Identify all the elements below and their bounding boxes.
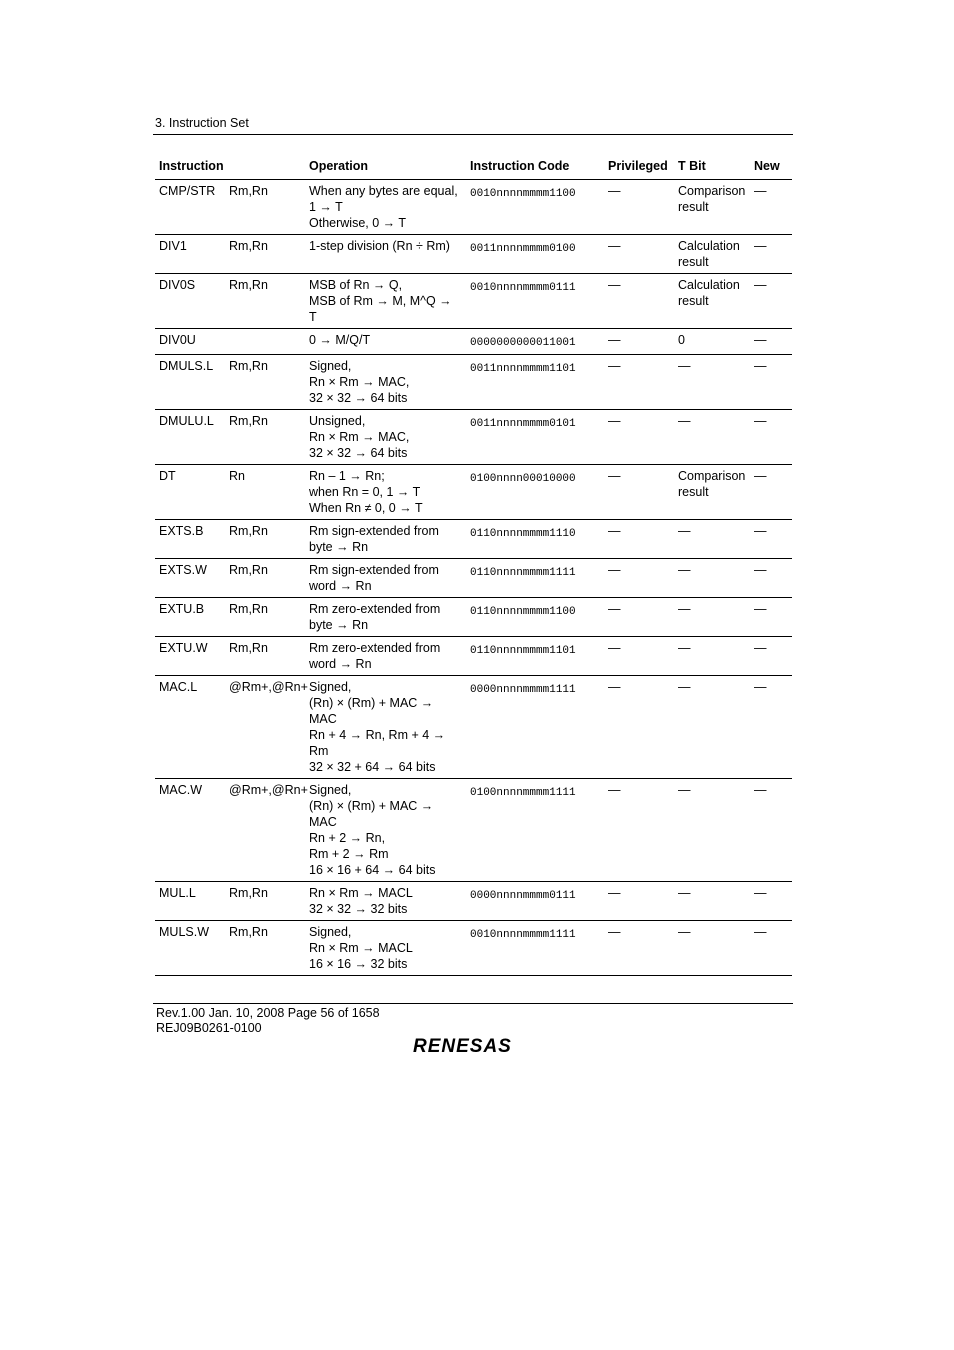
operation-line: when Rn = 0, 1 → T (309, 485, 421, 499)
renesas-logo (413, 1035, 533, 1055)
t-bit-cell (674, 410, 750, 465)
operation-line: word → Rn (309, 657, 372, 671)
col-header-new: New (754, 159, 780, 173)
operation-line: MAC (309, 712, 337, 726)
operation-line: Rm sign-extended from (309, 563, 439, 577)
footer-rule (153, 1003, 793, 1004)
t-bit-cell (674, 882, 750, 921)
table-row (155, 180, 792, 235)
instruction-operands: Rm,Rn (229, 239, 268, 253)
operation-line: Rm (309, 744, 329, 758)
instruction-mnemonic: DMULU.L (159, 414, 214, 428)
instruction-code: 0100nnnnmmmm1111 (470, 787, 576, 799)
operation-line: Rm zero-extended from (309, 602, 441, 616)
privileged-value: — (608, 333, 621, 347)
col-header-privileged: Privileged (608, 159, 668, 173)
operation-cell (305, 410, 466, 465)
privileged-value: — (608, 925, 621, 939)
privileged-value: — (608, 184, 621, 198)
col-header-instruction-code: Instruction Code (470, 159, 570, 173)
instruction-code: 0110nnnnmmmm1101 (470, 645, 576, 657)
instruction-mnemonic: MULS.W (159, 925, 209, 939)
instruction-code: 0110nnnnmmmm1100 (470, 606, 576, 618)
t-bit-cell (674, 355, 750, 410)
instruction-code: 0000nnnnmmmm1111 (470, 684, 576, 696)
instruction-mnemonic: EXTU.W (159, 641, 208, 655)
instruction-operands: Rm,Rn (229, 414, 268, 428)
operation-cell (305, 779, 466, 882)
operation-line: 0 → M/Q/T (309, 333, 371, 347)
new-value: — (754, 414, 767, 428)
instruction-operands: Rm,Rn (229, 641, 268, 655)
operation-line: byte → Rn (309, 618, 369, 632)
t-bit-line: — (678, 886, 691, 900)
operation-cell (305, 559, 466, 598)
operation-cell (305, 180, 466, 235)
t-bit-cell (674, 779, 750, 882)
table-row (155, 465, 792, 520)
operation-line: Signed, (309, 783, 352, 797)
t-bit-cell (674, 676, 750, 779)
col-header-instruction: Instruction (159, 159, 224, 173)
instruction-mnemonic: MUL.L (159, 886, 196, 900)
t-bit-line: — (678, 925, 691, 939)
col-header-operation: Operation (309, 159, 369, 173)
privileged-value: — (608, 359, 621, 373)
privileged-value: — (608, 641, 621, 655)
instruction-operands: Rm,Rn (229, 184, 268, 198)
instruction-code: 0010nnnnmmmm1100 (470, 188, 576, 200)
privileged-value: — (608, 469, 621, 483)
t-bit-cell (674, 180, 750, 235)
operation-line: Rn × Rm → MACL (309, 941, 413, 955)
table-row (155, 559, 792, 598)
new-value: — (754, 886, 767, 900)
new-value: — (754, 563, 767, 577)
privileged-value: — (608, 783, 621, 797)
operation-line: Rn × Rm → MAC, (309, 375, 410, 389)
new-value: — (754, 602, 767, 616)
operation-line: 16 × 16 → 32 bits (309, 957, 408, 971)
header-rule (153, 134, 793, 135)
privileged-value: — (608, 602, 621, 616)
table-row (155, 921, 792, 976)
table-row (155, 637, 792, 676)
new-value: — (754, 359, 767, 373)
table-row (155, 410, 792, 465)
operation-cell (305, 598, 466, 637)
operation-line: 32 × 32 + 64 → 64 bits (309, 760, 436, 774)
operation-line: word → Rn (309, 579, 372, 593)
t-bit-line: — (678, 602, 691, 616)
new-value: — (754, 925, 767, 939)
t-bit-line: — (678, 563, 691, 577)
operation-cell (305, 520, 466, 559)
privileged-value: — (608, 524, 621, 538)
instruction-mnemonic: CMP/STR (159, 184, 216, 198)
t-bit-line: — (678, 641, 691, 655)
operation-line: Signed, (309, 680, 352, 694)
operation-line: Signed, (309, 359, 352, 373)
table-row (155, 235, 792, 274)
privileged-value: — (608, 278, 621, 292)
table-row (155, 520, 792, 559)
operation-line: (Rn) × (Rm) + MAC → (309, 696, 434, 710)
t-bit-line: 0 (678, 333, 685, 347)
instruction-operands: Rm,Rn (229, 359, 268, 373)
instruction-operands: @Rm+,@Rn+ (229, 783, 308, 797)
t-bit-line: Comparison (678, 184, 746, 198)
operation-line: Rn × Rm → MAC, (309, 430, 410, 444)
operation-line: Unsigned, (309, 414, 366, 428)
t-bit-line: Calculation (678, 278, 740, 292)
t-bit-cell (674, 465, 750, 520)
t-bit-line: Comparison (678, 469, 746, 483)
operation-line: Rn – 1 → Rn; (309, 469, 385, 483)
privileged-value: — (608, 680, 621, 694)
operation-cell (305, 329, 466, 355)
new-value: — (754, 333, 767, 347)
privileged-value: — (608, 563, 621, 577)
t-bit-line: — (678, 783, 691, 797)
table-row (155, 355, 792, 410)
table-row (155, 598, 792, 637)
t-bit-cell (674, 921, 750, 976)
t-bit-line: — (678, 524, 691, 538)
instruction-operands: Rm,Rn (229, 925, 268, 939)
table-row (155, 779, 792, 882)
t-bit-cell (674, 329, 750, 355)
operation-line: Rm zero-extended from (309, 641, 441, 655)
new-value: — (754, 184, 767, 198)
operation-line: Signed, (309, 925, 352, 939)
instruction-code: 0110nnnnmmmm1111 (470, 567, 576, 579)
operation-line: Rn × Rm → MACL (309, 886, 413, 900)
operation-line: (Rn) × (Rm) + MAC → (309, 799, 434, 813)
t-bit-line: result (678, 485, 709, 499)
operation-line: 16 × 16 + 64 → 64 bits (309, 863, 436, 877)
operation-line: Otherwise, 0 → T (309, 216, 407, 230)
operation-line: Rn + 4 → Rn, Rm + 4 → (309, 728, 446, 742)
instruction-mnemonic: MAC.W (159, 783, 203, 797)
new-value: — (754, 680, 767, 694)
instruction-operands: Rm,Rn (229, 278, 268, 292)
instruction-mnemonic: DIV1 (159, 239, 187, 253)
t-bit-line: result (678, 294, 709, 308)
operation-cell (305, 355, 466, 410)
t-bit-line: result (678, 200, 709, 214)
t-bit-cell (674, 274, 750, 329)
operation-line: 32 × 32 → 64 bits (309, 391, 408, 405)
t-bit-line: result (678, 255, 709, 269)
instruction-mnemonic: DT (159, 469, 176, 483)
instruction-operands (225, 329, 305, 355)
t-bit-cell (674, 598, 750, 637)
instruction-operands: Rm,Rn (229, 563, 268, 577)
privileged-value: — (608, 886, 621, 900)
operation-line: 32 × 32 → 32 bits (309, 902, 408, 916)
table-row (155, 676, 792, 779)
instruction-code: 0110nnnnmmmm1110 (470, 528, 576, 540)
new-value: — (754, 239, 767, 253)
operation-line: byte → Rn (309, 540, 369, 554)
instruction-operands: @Rm+,@Rn+ (229, 680, 308, 694)
operation-line: MAC (309, 815, 337, 829)
new-value: — (754, 524, 767, 538)
operation-line: 1-step division (Rn ÷ Rm) (309, 239, 450, 253)
instruction-code: 0000000000011001 (470, 337, 576, 349)
instruction-code: 0010nnnnmmmm1111 (470, 929, 576, 941)
operation-cell (305, 235, 466, 274)
new-value: — (754, 278, 767, 292)
instruction-code: 0011nnnnmmmm0100 (470, 243, 576, 255)
new-value: — (754, 469, 767, 483)
renesas-logo-text: RENESAS (413, 1036, 512, 1055)
operation-line: Rm + 2 → Rm (309, 847, 389, 861)
instruction-code: 0011nnnnmmmm0101 (470, 418, 576, 430)
operation-cell (305, 465, 466, 520)
instruction-code: 0000nnnnmmmm0111 (470, 890, 576, 902)
instruction-mnemonic: EXTU.B (159, 602, 205, 616)
operation-line: Rn + 2 → Rn, (309, 831, 386, 845)
table-row (155, 329, 792, 355)
new-value: — (754, 783, 767, 797)
t-bit-line: — (678, 414, 691, 428)
instruction-mnemonic: EXTS.B (159, 524, 204, 538)
operation-cell (305, 921, 466, 976)
instruction-mnemonic: DMULS.L (159, 359, 214, 373)
instruction-mnemonic: DIV0U (159, 333, 196, 347)
col-header-t-bit: T Bit (678, 159, 706, 173)
t-bit-line: — (678, 359, 691, 373)
operation-line: Rm sign-extended from (309, 524, 439, 538)
operation-cell (305, 882, 466, 921)
instruction-operands: Rm,Rn (229, 602, 268, 616)
operation-line: MSB of Rm → M, M^Q → (309, 294, 452, 308)
instruction-mnemonic: EXTS.W (159, 563, 207, 577)
privileged-value: — (608, 414, 621, 428)
section-header: 3. Instruction Set (155, 116, 249, 130)
table-row (155, 882, 792, 921)
operation-line: When Rn ≠ 0, 0 → T (309, 501, 423, 515)
instruction-mnemonic: DIV0S (159, 278, 196, 292)
operation-line: 1 → T (309, 200, 343, 214)
instruction-mnemonic: MAC.L (159, 680, 198, 694)
operation-cell (305, 274, 466, 329)
table-header-row (155, 158, 792, 180)
footer-revision: Rev.1.00 Jan. 10, 2008 Page 56 of 1658 (156, 1006, 380, 1020)
operation-line: T (309, 310, 317, 324)
instruction-code: 0010nnnnmmmm0111 (470, 282, 576, 294)
t-bit-line: Calculation (678, 239, 740, 253)
operation-line: When any bytes are equal, (309, 184, 458, 198)
operation-line: 32 × 32 → 64 bits (309, 446, 408, 460)
t-bit-cell (674, 637, 750, 676)
instruction-operands: Rm,Rn (229, 886, 268, 900)
t-bit-line: — (678, 680, 691, 694)
operation-cell (305, 637, 466, 676)
operation-line: MSB of Rn → Q, (309, 278, 403, 292)
instruction-operands: Rm,Rn (229, 524, 268, 538)
t-bit-cell (674, 235, 750, 274)
privileged-value: — (608, 239, 621, 253)
new-value: — (754, 641, 767, 655)
footer-doc-number: REJ09B0261-0100 (156, 1021, 262, 1035)
t-bit-cell (674, 559, 750, 598)
t-bit-cell (674, 520, 750, 559)
instruction-code: 0100nnnn00010000 (470, 473, 576, 485)
table-row (155, 274, 792, 329)
instruction-table (155, 158, 792, 976)
operation-cell (305, 676, 466, 779)
instruction-code: 0011nnnnmmmm1101 (470, 363, 576, 375)
instruction-operands: Rn (229, 469, 245, 483)
